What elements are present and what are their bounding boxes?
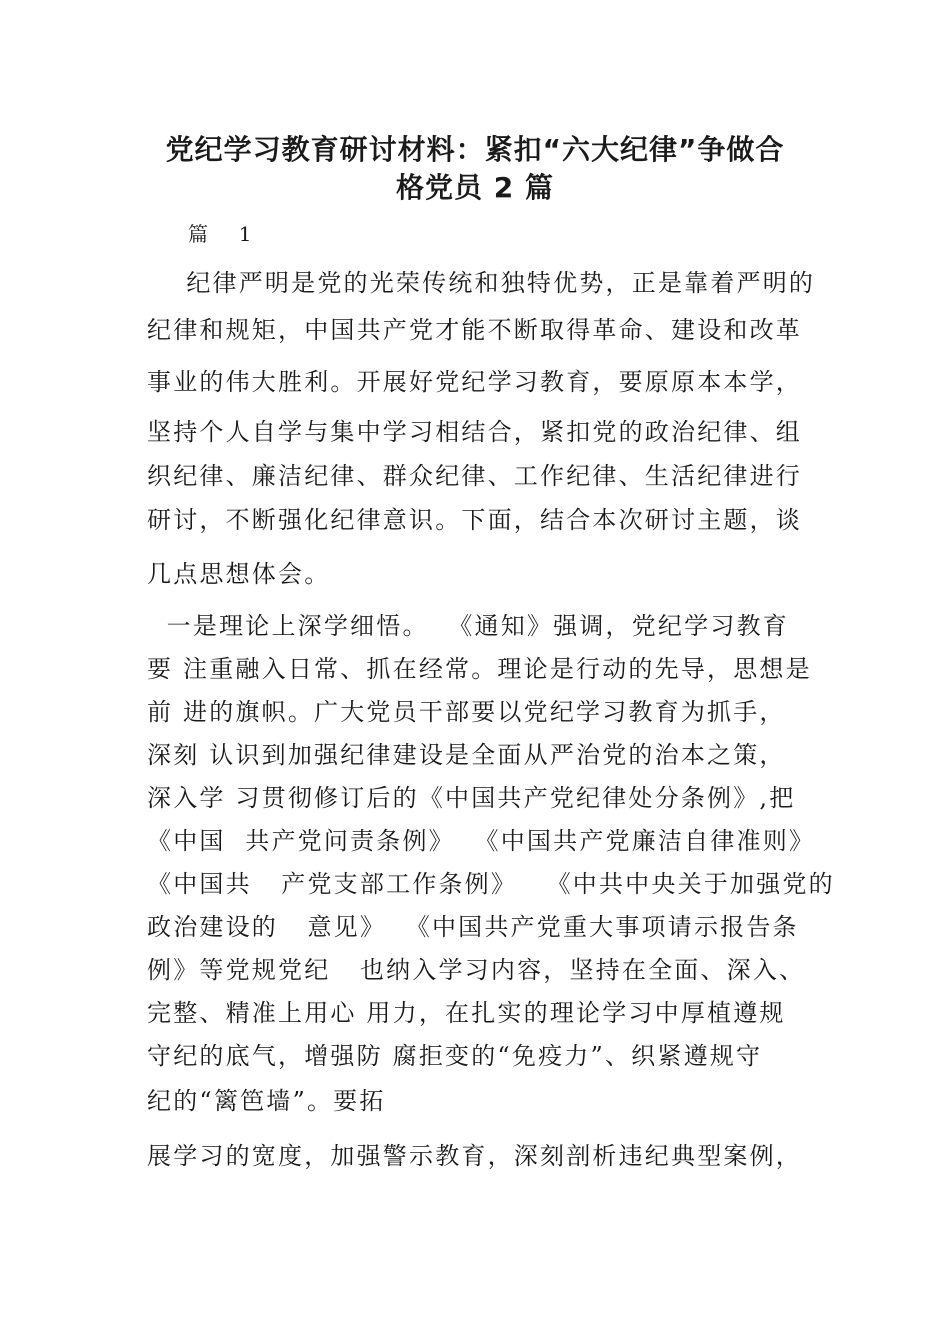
paragraph-line-2: 纪律和规矩，中国共产党才能不断取得革命、建设和改革 xyxy=(147,316,802,344)
paragraph-line-5: 织纪律、廉洁纪律、群众纪律、工作纪律、生活纪律进行 xyxy=(147,462,802,490)
paragraph-line-13: 《中国 共产党问责条例》 《中国共产党廉洁自律准则》 xyxy=(147,827,816,855)
paragraph-line-16: 例》等党规党纪 也纳入学习内容，坚持在全面、深入、 xyxy=(147,956,806,984)
paragraph-line-6: 研讨，不断强化纪律意识。下面，结合本次研讨主题，谈 xyxy=(147,506,802,534)
paragraph-line-4: 坚持个人自学与集中学习相结合，紧扣党的政治纪律、组 xyxy=(147,418,802,446)
paragraph-line-12: 深入学 习贯彻修订后的《中国共产党纪律处分条例》,把 xyxy=(147,784,796,812)
paragraph-line-9: 要 注重融入日常、抓在经常。理论是行动的先导，思想是 xyxy=(147,655,812,683)
paragraph-line-11: 深刻 认识到加强纪律建设是全面从严治党的治本之策， xyxy=(147,741,786,769)
document-title-line-2: 格党员 2 篇 xyxy=(396,171,554,204)
paragraph-line-3: 事业的伟大胜利。开展好党纪学习教育，要原原本本学， xyxy=(147,368,802,396)
paragraph-line-17: 完整、精准上用心 用力，在扎实的理论学习中厚植遵规 xyxy=(147,999,786,1027)
paragraph-line-20: 展学习的宽度，加强警示教育，深刻剖析违纪典型案例， xyxy=(147,1142,802,1170)
section-label: 篇 1 xyxy=(188,222,258,246)
paragraph-line-10: 前 进的旗帜。广大党员干部要以党纪学习教育为抓手， xyxy=(147,698,786,726)
paragraph-line-18: 守纪的底气，增强防 腐拒变的“免疫力”、织紧遵规守 xyxy=(147,1042,763,1070)
paragraph-line-7: 几点思想体会。 xyxy=(147,560,331,588)
paragraph-line-15: 政治建设的 意见》 《中国共产党重大事项请示报告条 xyxy=(147,913,799,941)
paragraph-line-8: 一是理论上深学细悟。 《通知》强调，党纪学习教育 xyxy=(147,612,789,640)
paragraph-line-14: 《中国共 产党支部工作条例》 《中共中央关于加强党的 xyxy=(147,870,835,898)
document-title-line-1: 党纪学习教育研讨材料：紧扣“六大纪律”争做合 xyxy=(165,133,785,166)
paragraph-line-19: 纪的“篱笆墙”。要拓 xyxy=(147,1087,386,1115)
paragraph-line-1: 纪律严明是党的光荣传统和独特优势，正是靠着严明的 xyxy=(147,269,816,297)
